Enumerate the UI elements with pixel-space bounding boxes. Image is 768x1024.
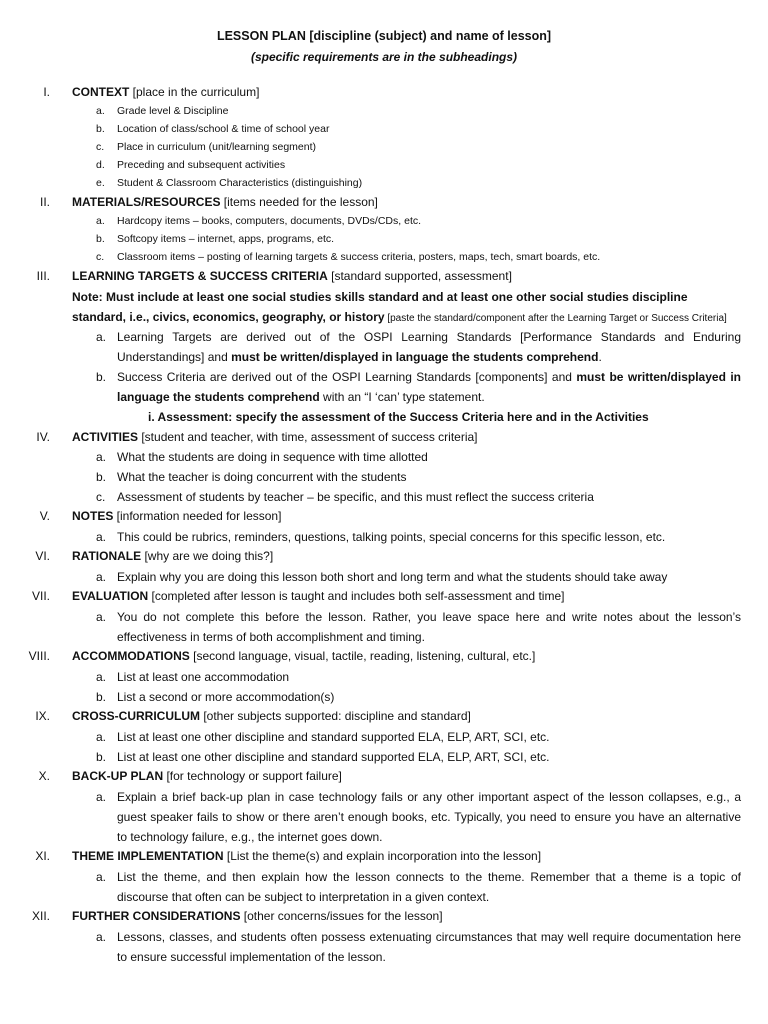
section-title: NOTES <box>72 509 114 523</box>
item-letter: b. <box>96 750 107 764</box>
item-letter: a. <box>96 870 107 884</box>
section-number: V. <box>39 509 50 523</box>
item-text: Location of class/school & time of school year <box>117 123 330 135</box>
section-note <box>72 287 744 329</box>
note-label: Note: <box>72 290 103 304</box>
item-text: Student & Classroom Characteristics (distinguishing) <box>117 177 363 189</box>
section-title: EVALUATION <box>72 589 149 603</box>
item-text: What the teacher is doing concurrent with the students <box>117 470 407 484</box>
item-letter: b. <box>96 690 107 704</box>
item-text <box>117 367 741 407</box>
section-heading-backup-plan <box>0 767 768 787</box>
item-text-part: Learning Targets are derived out of the OSPI Learning Standards [Performance Standards and Enduring Understandings] and <box>117 330 741 364</box>
item-letter: a. <box>96 790 107 804</box>
section-description: [standard supported, assessment] <box>327 269 512 283</box>
section-description: [for technology or support failure] <box>163 769 342 783</box>
note-text: Must include at least one social studies skills standard and at least one other social studies discipline standard, i.e., civics, economics, geography, or history <box>72 290 688 324</box>
item-text: List at least one accommodation <box>117 670 290 684</box>
section-number: XII. <box>31 909 50 923</box>
item-text: Place in curriculum (unit/learning segment) <box>117 141 317 153</box>
section-description: [why are we doing this?] <box>141 549 274 563</box>
section-heading-theme-implementation <box>0 847 768 867</box>
section-heading-evaluation <box>0 587 768 607</box>
section-title: MATERIALS/RESOURCES <box>72 195 221 209</box>
item-letter: e. <box>96 177 105 189</box>
section-number: IV. <box>36 430 50 444</box>
item-letter: a. <box>96 530 107 544</box>
item-text: This could be rubrics, reminders, questions, talking points, special concerns for this specific lesson, etc. <box>117 530 666 544</box>
item-text: List at least one other discipline and standard supported ELA, ELP, ART, SCI, etc. <box>117 750 550 764</box>
item-text: You do not complete this before the lesson. Rather, you leave space here and write notes about the lesson’s effectiveness in terms of both accomplishment and timing. <box>117 610 741 644</box>
item-letter: a. <box>96 670 107 684</box>
item-letter: b. <box>96 470 107 484</box>
item-text: List at least one other discipline and standard supported ELA, ELP, ART, SCI, etc. <box>117 730 550 744</box>
section-number: IX. <box>35 709 50 723</box>
item-text: Hardcopy items – books, computers, documents, DVDs/CDs, etc. <box>117 215 422 227</box>
note-small-text: [paste the standard/component after the Learning Target or Success Criteria] <box>384 313 727 324</box>
item-text-part: Success Criteria are derived out of the OSPI Learning Standards [components] and <box>117 370 577 384</box>
section-description: [List the theme(s) and explain incorporation into the lesson] <box>223 849 542 863</box>
section-heading-activities <box>0 428 768 448</box>
item-text: Softcopy items – internet, apps, programs, etc. <box>117 233 335 245</box>
section-description: [completed after lesson is taught and includes both self-assessment and time] <box>148 589 565 603</box>
item-letter: a. <box>96 450 107 464</box>
section-title: CONTEXT <box>72 85 130 99</box>
item-letter: a. <box>96 730 107 744</box>
item-text: List a second or more accommodation(s) <box>117 690 335 704</box>
item-letter: a. <box>96 105 105 117</box>
section-title: BACK-UP PLAN <box>72 769 164 783</box>
item-bold-part: must be written/displayed in language the students comprehend <box>231 350 599 364</box>
item-text: Classroom items – posting of learning targets & success criteria, posters, maps, tech, smart boards, etc. <box>117 251 601 263</box>
item-letter: c. <box>96 251 105 263</box>
document-subtitle: (specific requirements are in the subheadings) <box>250 50 518 64</box>
item-text <box>117 327 741 367</box>
item-text: Assessment of students by teacher – be specific, and this must reflect the success criteria <box>117 490 594 504</box>
item-letter: a. <box>96 215 105 227</box>
item-text: List the theme, and then explain how the lesson connects to the theme. Remember that a theme is a topic of discourse that often can be subject to interpretation in a given context. <box>117 870 741 904</box>
item-letter: c. <box>96 490 106 504</box>
section-title: ACTIVITIES <box>72 430 139 444</box>
section-description: [other subjects supported: discipline and standard] <box>200 709 471 723</box>
item-bold-part: must be written/displayed in language the students comprehend <box>117 370 741 404</box>
item-text: Grade level & Discipline <box>117 105 229 117</box>
section-heading-context <box>0 83 768 103</box>
item-end-part: with an “I ‘can’ type statement. <box>319 390 485 404</box>
section-title: ACCOMMODATIONS <box>72 649 190 663</box>
item-text: Explain a brief back-up plan in case technology fails or any other important aspect of the lesson collapses, e.g., a guest speaker fails to show or there aren’t enough books, etc. Typically, you need to ensure you have an alternative to technology failure, e.g., the internet goes down. <box>117 790 741 844</box>
section-number: VI. <box>35 549 50 563</box>
section-number: III. <box>36 269 50 283</box>
section-title: THEME IMPLEMENTATION <box>72 849 224 863</box>
section-heading-materials <box>0 193 768 213</box>
item-letter: a. <box>96 610 107 624</box>
section-description: [items needed for the lesson] <box>220 195 378 209</box>
document-title: LESSON PLAN [discipline (subject) and name of lesson] <box>216 29 552 43</box>
section-number: II. <box>39 195 50 209</box>
section-description: [other concerns/issues for the lesson] <box>240 909 443 923</box>
item-text: Lessons, classes, and students often possess extenuating circumstances that may well require documentation here to ensure successful implementation of the lesson. <box>117 930 741 964</box>
section-heading-cross-curriculum <box>0 707 768 727</box>
section-number: VII. <box>31 589 50 603</box>
section-number: I. <box>43 85 50 99</box>
item-text: What the students are doing in sequence with time allotted <box>117 450 428 464</box>
section-heading-learning-targets <box>0 267 768 287</box>
item-text: Preceding and subsequent activities <box>117 159 286 171</box>
section-number: X. <box>38 769 50 783</box>
item-end-part: . <box>598 350 602 364</box>
section-number: XI. <box>35 849 50 863</box>
section-heading-accommodations <box>0 647 768 667</box>
section-title: FURTHER CONSIDERATIONS <box>72 909 241 923</box>
item-letter: b. <box>96 123 105 135</box>
section-title: CROSS-CURRICULUM <box>72 709 200 723</box>
item-letter: b. <box>96 233 105 245</box>
section-description: [second language, visual, tactile, reading, listening, cultural, etc.] <box>189 649 536 663</box>
item-letter: a. <box>96 330 107 344</box>
section-heading-rationale <box>0 547 768 567</box>
section-number: VIII. <box>28 649 50 663</box>
section-title: RATIONALE <box>72 549 142 563</box>
section-title: LEARNING TARGETS & SUCCESS CRITERIA <box>72 269 328 283</box>
item-letter: d. <box>96 159 105 171</box>
item-letter: a. <box>96 930 107 944</box>
item-letter: c. <box>96 141 105 153</box>
section-description: [place in the curriculum] <box>129 85 260 99</box>
section-heading-further-considerations <box>0 907 768 927</box>
assessment-line: i. Assessment: specify the assessment of the Success Criteria here and in the Activities <box>148 410 649 424</box>
section-description: [student and teacher, with time, assessment of success criteria] <box>138 430 478 444</box>
item-letter: b. <box>96 370 107 384</box>
item-text: Explain why you are doing this lesson both short and long term and what the students should take away <box>117 570 668 584</box>
section-description: [information needed for lesson] <box>113 509 282 523</box>
item-letter: a. <box>96 570 107 584</box>
section-heading-notes <box>0 507 768 527</box>
